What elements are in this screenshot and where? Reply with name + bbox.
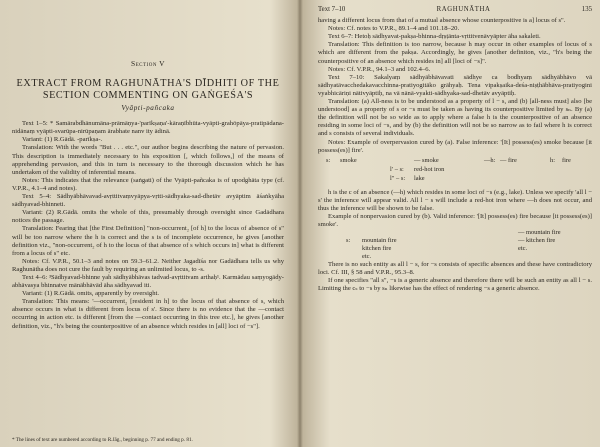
diagram2-s-label: s: bbox=[346, 237, 351, 245]
left-paragraph-9: Text 4–6: ³Sādhyavad-bhinne yah sādhyābhāvas tadvad-avṛttitvam arthaḥ¹. Karmādau saṃyogādy-abhāvasya bhinnatve mānābhāvād āha sādhyavad iti. bbox=[12, 273, 284, 290]
footnote: * The lines of text are numbered according to R.Jāg., beginning p. 77 and ending p. 81. bbox=[12, 437, 193, 443]
diagram1-l-dbl: l″ – s: bbox=[390, 174, 406, 182]
left-body bbox=[12, 120, 284, 330]
right-paragraph-1: having a different locus from that of a mutual absence whose counterpositive is a] locus of s". bbox=[318, 17, 566, 25]
diagram1-h-dash: h: bbox=[550, 156, 555, 164]
left-page bbox=[0, 0, 298, 447]
right-paragraph-4: Translation: This definition is too narrow, because h may occur in other examples of locus of s which are different from the pakṣa. Accordingly, he gives [another definiton, viz., "h's being the counterpositive of an absence which resides in] all [loci of −s]". bbox=[318, 41, 592, 65]
diagram1-mid-r: red-hot iron bbox=[414, 165, 445, 173]
running-head-left: Text 7–10 bbox=[318, 6, 346, 13]
right-paragraph-7: Translation: (a) All-ness is to be understood as a property of l − s, and (b) [all-ness must] also [be understood] as a property of s or −s must be taken as having its counterpositive limited by sₙ. By (a) the definition will not be so wide as to apply where a false h is the counterpositive of an absence residing in some loci of −s, and by (b) the definition will not be so narrow as to fail where h is correct and s consists of several individuals. bbox=[318, 98, 592, 138]
diagram1-l-prime: l′ – s: bbox=[390, 165, 404, 173]
diagram1-s-label: s: bbox=[326, 156, 331, 164]
section-subtitle: Vyāpti-pañcaka bbox=[121, 104, 175, 113]
section-heading: Section V bbox=[131, 59, 165, 68]
left-paragraph-11: Translation: This means: '—occurrent₂ [resident in h] to the locus of that absence of s, which absence occurs in what is different from locus of s'. Since there is no evidence that the —contact occurring in action etc. is different [from the —contact occurring in this tree etc.], he gives [another definition, viz., "h's being the counterpositive of an absence which resides in [all] loci of −s"]. bbox=[12, 298, 284, 330]
left-paragraph-10: Variant: (1) R.Gādā. omits, apparently by oversight. bbox=[22, 290, 159, 298]
running-head-title: RAGHUNĀTHA bbox=[436, 6, 491, 13]
left-paragraph-3: Translation: With the words "But . . . etc.", our author begins describing the nature of pervasion. This description is immediately necessary to his exposition [, which follows,] of the means of apprehending pervasion, and this in turn is necessary to the thorough discussion which he has undertaken of the validity of inferential means. bbox=[12, 144, 284, 176]
left-paragraph-2: Variant: (1) R.Gādā. -parīkṣa-. bbox=[22, 136, 103, 144]
right-paragraph-2: Notes: Cf. notes to V.P.R., 89.1–4 and 101.18–20. bbox=[328, 25, 460, 33]
left-paragraph-5: Text 5–4: Sādhyābhāvavad-avṛttitvaṃvyāpya-vṛtti-sādhyaka-sad-dhetāv avyāptim āśaṅkyāha sādhyavad-bhinneti. bbox=[12, 193, 284, 209]
right-paragraph-11: There is no such entity as all l − s, for −s consists of specific absences and these have contradictory loci. Cf. III, § 58 and V.P.R., 95.3–8. bbox=[318, 261, 592, 277]
running-head bbox=[318, 6, 592, 14]
right-paragraph-5: Notes: Cf. V.P.R., 94.1–3 and 102.4–6. bbox=[328, 65, 431, 73]
section-title: EXTRACT FROM RAGHUNĀTHA'S DĪDHITI OF THE SECTION COMMENTING ON GAṄGEŚA'S bbox=[16, 78, 280, 102]
left-paragraph-7: Translation: Fearing that [the First Definition] "non-occurrent₂ [of h] to the locus of absence of s" will be too narrow where the h is correct and the s is of incomplete occurrence, he gives [another definition viz., "non-occurrent₂ of h to the locus of that absence of s which occurs in] what is different from a locus of s" etc. bbox=[12, 225, 284, 257]
right-paragraph-9: h is the c of an absence (—h) which resides in some loci of −s (e.g., lake). Unless we specify 'all l − s' the inference will appear valid. All l − s will include a red-hot iron where —h does not occur, and thus the inference will be shown to be false. bbox=[318, 188, 592, 212]
diagram2-right-1: — mountain fire bbox=[518, 229, 561, 237]
left-paragraph-1: Text 1–5: * Samārabdhānumāna-prāmāṇya-'parīkṣaṇa'-kāraṇībhūta-vyāpti-grahōpāya-pratipādana-nidānaṃ vyāpti-svarūpa-nirūpaṇam ārabhate nanv ity ādinā. bbox=[12, 120, 284, 136]
diagram1-h-value2: — fire bbox=[500, 156, 517, 164]
diagram1-h-label: —h: bbox=[484, 156, 496, 164]
diagram1-mid-top: — smoke bbox=[414, 156, 439, 164]
page-number: 135 bbox=[581, 6, 592, 13]
overpervasion-diagram bbox=[318, 155, 592, 189]
nonpervasion-diagram bbox=[318, 229, 592, 261]
diagram2-item-2: kitchen fire bbox=[362, 245, 392, 253]
diagram1-h-value: fire bbox=[562, 156, 571, 164]
diagram2-right-3: etc. bbox=[518, 245, 528, 253]
left-paragraph-6: Variant: (2) R.Gādā. omits the whole of this, presumably through oversight since Gadādhara notices the passage. bbox=[12, 209, 284, 225]
diagram1-mid-l: lake bbox=[414, 174, 425, 182]
left-paragraph-8: Notes: Cf. V.P.R., 50.1–3 and notes on 59.3–61.2. Neither Jagadīśa nor Gadādhara tells us why Raghunātha does not cure the fault by requiring an unlimited locus, to -s. bbox=[12, 257, 284, 273]
right-paragraph-6: Text 7–10: Sakalyaṃ sādhyābhāvavati sādhye ca bodhyaṃ sādhyābhāvo vā sādhyatāvacchedakavacchinna-pratiyogitāko grāhyaḥ. Tena vipakṣaika-deśa-niṣṭhābhāva-pratiyogini vyabhicāriṇi nātivyāptiḥ, na vā nānā-vyakti-sādhyaka-sad-dhetāv avyāptiḥ. bbox=[318, 73, 592, 97]
right-paragraph-10: Example of nonpervasion cured by (b). Valid inference: '[It] possess(es) fire because [it possess(es)] smoke'. bbox=[318, 212, 592, 229]
diagram1-s-value: smoke bbox=[340, 156, 357, 164]
right-paragraph-12: If one specifies "all s", −s is a generic absence and therefore there will be such an entity as all l − s. Limiting the cₛ to −s by sₙ likewise has the effect of rendering −s a generic absence. bbox=[318, 277, 592, 293]
left-paragraph-4: Notes: This indicates that the relevance (saṅgati) of the Vyāpti-pañcaka is of upodghāta type (cf. V.P.R., 4.1–4 and notes). bbox=[12, 176, 284, 192]
right-page bbox=[302, 0, 600, 447]
right-paragraph-3: Text 6–7: Hetoḥ sādhyavat-pakṣa-bhinna-dṛṣṭānta-vṛttitvenāvyāpter āha sakaleti. bbox=[328, 33, 541, 41]
right-paragraph-8: Notes: Example of overpervasion cured by (a). False inference: '[It] possess(es) smoke because [it possess(es)] fire'. bbox=[318, 138, 592, 154]
diagram2-right-2: — kitchen fire bbox=[518, 237, 556, 245]
diagram2-item-1: mountain fire bbox=[362, 237, 397, 245]
diagram2-item-3: etc. bbox=[362, 253, 372, 261]
